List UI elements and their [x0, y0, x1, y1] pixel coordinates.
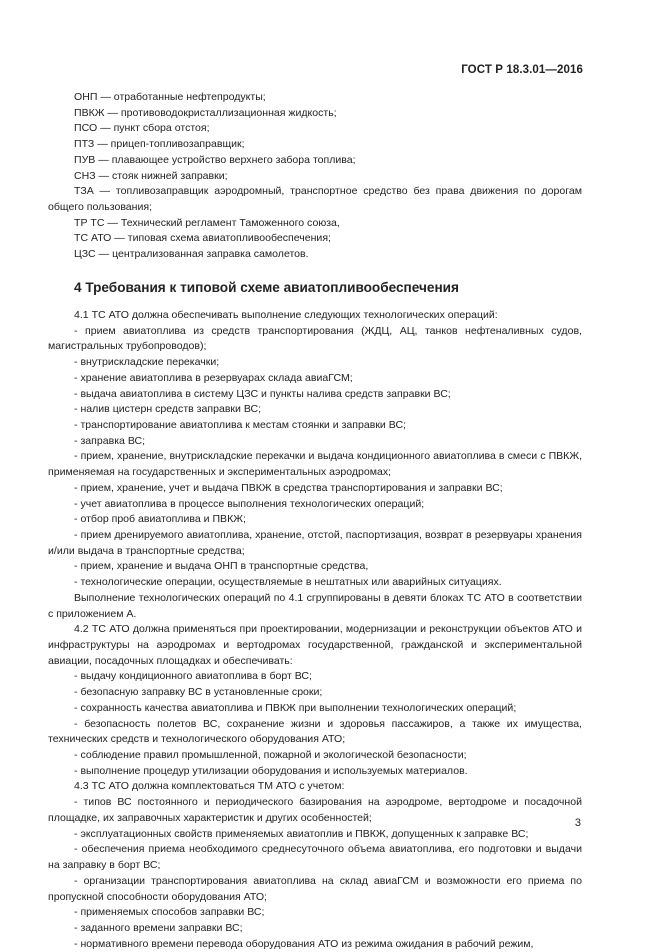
list-item: - прием, хранение и выдача ОНП в транспортные средства, [74, 560, 369, 573]
clause-4-1: 4.1 ТС АТО должна обеспечивать выполнение следующих технологических операций: [74, 308, 498, 321]
clause-4-2: 4.2 ТС АТО должна применяться при проектировании, модернизации и реконструкции объектов АТО и инфраструктуры на аэродромах и вертодромах государственной, гражданской и экспериментальной авиации, посадочных площадках и обеспечивать: [48, 623, 582, 667]
list-item: - эксплуатационных свойств применяемых авиатоплив и ПВКЖ, допущенных к заправке ВС; [74, 827, 529, 840]
list-item: - прием дренируемого авиатоплива, хранение, отстой, паспортизация, возврат в резервуары хранения и/или выдача в транспортные средства; [48, 528, 582, 557]
list-item: - отбор проб авиатоплива и ПВКЖ; [74, 513, 246, 526]
clause-4-1-note: Выполнение технологических операций по 4.1 сгруппированы в девяти блоках ТС АТО в соответствии с приложением А. [48, 591, 582, 620]
list-item: - прием, хранение, учет и выдача ПВКЖ в средства транспортирования и заправки ВС; [74, 481, 503, 494]
list-item: - выдача авиатоплива в систему ЦЗС и пункты налива средств заправки ВС; [74, 387, 451, 400]
list-item: - заправка ВС; [74, 434, 146, 447]
list-item: - соблюдение правил промышленной, пожарной и экологической безопасности; [74, 749, 467, 762]
abbreviation-onp: ОНП — отработанные нефтепродукты; [74, 91, 266, 103]
abbreviation-snz: СНЗ — стояк нижней заправки; [74, 169, 228, 182]
list-item: - транспортирование авиатоплива к местам стоянки и заправки ВС; [74, 418, 406, 431]
document-code-header: ГОСТ Р 18.3.01—2016 [461, 64, 583, 76]
abbreviation-pso: ПСО — пункт сбора отстоя; [74, 122, 210, 135]
section-4-heading: 4 Требования к типовой схеме авиатопливообеспечения [74, 279, 459, 295]
list-item: - заданного времени заправки ВС; [74, 921, 243, 934]
abbreviation-puv: ПУВ — плавающее устройство верхнего забора топлива; [74, 153, 356, 166]
abbreviation-tr-ts: ТР ТС — Технический регламент Таможенного союза, [74, 216, 340, 229]
list-item: - обеспечения приема необходимого среднесуточного объема авиатоплива, его подготовки и выдачи на заправку в борт ВС; [48, 843, 582, 872]
list-item: - сохранность качества авиатоплива и ПВКЖ при выполнении технологических операций; [74, 701, 517, 714]
list-item: - прием, хранение, внутрискладские перекачки и выдача кондиционного авиатоплива в смеси с ПВКЖ, применяемая на государственных и экспериментальных аэродромах; [48, 450, 582, 479]
list-item: - выполнение процедур утилизации оборудования и используемых материалов. [74, 764, 468, 777]
list-item: - внутрискладские перекачки; [74, 356, 220, 369]
list-item: - налив цистерн средств заправки ВС; [74, 403, 262, 416]
abbreviation-tza: ТЗА — топливозаправщик аэродромный, транспортное средство без права движения по дорогам общего пользования; [48, 185, 582, 214]
list-item: - организации транспортирования авиатоплива на склад авиаГСМ и возможности его приема по пропускной способности оборудования АТО; [48, 874, 582, 903]
list-item: - выдачу кондиционного авиатоплива в борт ВС; [74, 670, 312, 683]
abbreviation-ptz: ПТЗ — прицеп-топливозаправщик; [74, 138, 245, 151]
list-item: - безопасность полетов ВС, сохранение жизни и здоровья пассажиров, а также их имущества, технических средств и технологического оборудования АТО; [48, 717, 582, 746]
list-item: - нормативного времени перевода оборудования АТО из режима ожидания в рабочий режим, [74, 937, 534, 950]
list-item: - учет авиатоплива в процессе выполнения технологических операций; [74, 497, 425, 510]
abbreviation-pvkzh: ПВКЖ — противоводокристаллизационная жидкость; [74, 106, 337, 119]
list-item: - безопасную заправку ВС в установленные сроки; [74, 686, 323, 699]
abbreviation-czs: ЦЗС — централизованная заправка самолетов. [74, 248, 309, 261]
list-item: - технологические операции, осуществляемые в нештатных или аварийных ситуациях. [74, 576, 502, 589]
page-number: 3 [574, 817, 581, 829]
page-body [48, 90, 582, 952]
clause-4-3: 4.3 ТС АТО должна комплектоваться ТМ АТО с учетом: [74, 780, 345, 793]
abbreviation-ts-ato: ТС АТО — типовая схема авиатопливообеспечения; [74, 232, 331, 245]
list-item: - прием авиатоплива из средств транспортирования (ЖДЦ, АЦ, танков нефтеналивных судов, магистральных трубопроводов); [48, 324, 582, 353]
list-item: - хранение авиатоплива в резервуарах склада авиаГСМ; [74, 371, 353, 384]
list-item: - применяемых способов заправки ВС; [74, 906, 265, 919]
list-item: - типов ВС постоянного и периодического базирования на аэродроме, вертодроме и посадочной площадке, их заправочных характеристик и других особенностей; [48, 796, 582, 824]
